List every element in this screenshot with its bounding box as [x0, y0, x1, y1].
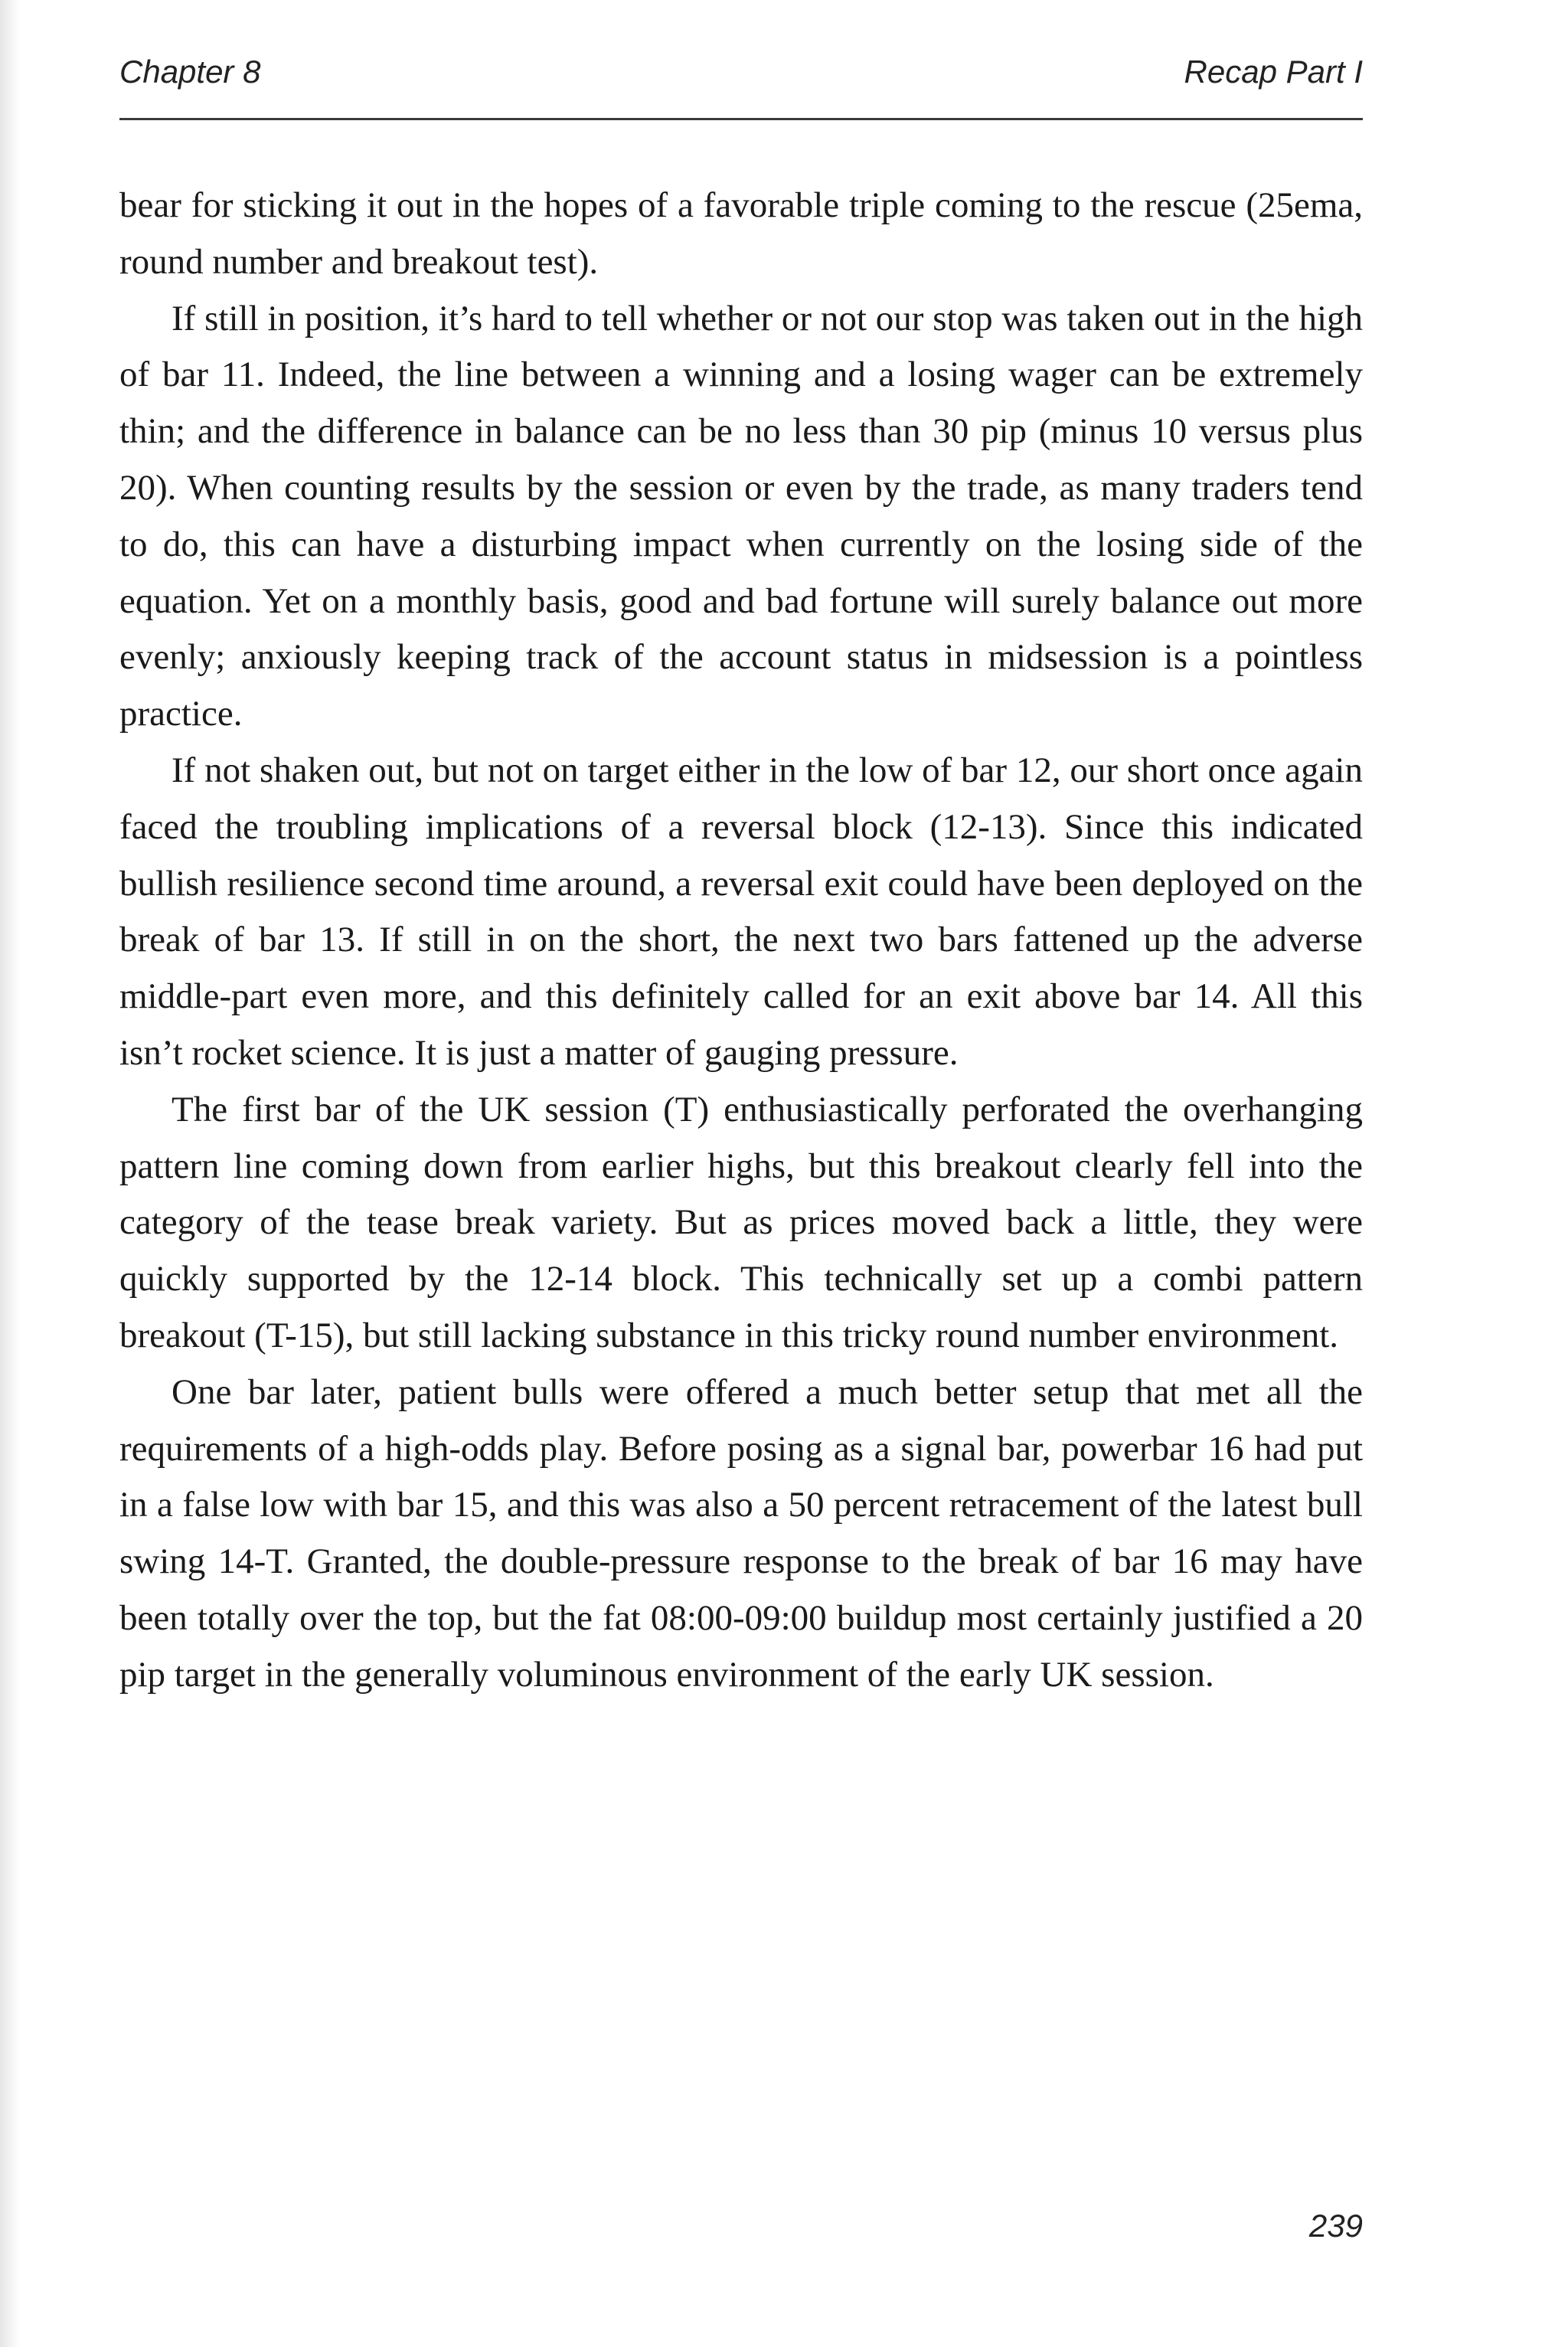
page-edge-shadow: [0, 0, 20, 2347]
paragraph: The first bar of the UK session (T) enthusiastically perforated the overhanging pattern line coming down from earlier highs, but this breakout clearly fell into the category of the tease break variety. But as prices moved back a little, they were quickly supported by the 12-14 block. This technically set up a combi pattern breakout (T-15), but still lacking substance in this tricky round number environment.: [119, 1089, 1363, 1355]
paragraph: If still in position, it’s hard to tell whether or not our stop was taken out in the high of bar 11. Indeed, the line between a winning and a losing wager can be extremely thin; and the difference in balance can be no less than 30 pip (minus 10 versus plus 20). When counting results by the session or even by the trade, as many traders tend to do, this can have a disturbing impact when currently on the losing side of the equation. Yet on a monthly basis, good and bad fortune will surely balance out more evenly; anxiously keeping track of the account status in midsession is a pointless practice.: [119, 298, 1363, 734]
paragraph: If not shaken out, but not on target either in the low of bar 12, our short once again faced the troubling implications of a reversal block (12-13). Since this indicated bullish resilience second time around, a reversal exit could have been deployed on the break of bar 13. If still in on the short, the next two bars fattened up the adverse middle-part even more, and this definitely called for an exit above bar 14. All this isn’t rocket science. It is just a matter of gauging pressure.: [119, 750, 1363, 1073]
body-text: [119, 178, 1363, 1704]
chapter-title: Chapter 8: [119, 54, 261, 90]
running-header: [119, 49, 1363, 120]
paragraph: One bar later, patient bulls were offered a much better setup that met all the requirements of a high-odds play. Before posing as a signal bar, powerbar 16 had put in a false low with bar 15, and this was also a 50 percent retracement of the latest bull swing 14-T. Granted, the double-pressure response to the break of bar 16 may have been totally over the top, but the fat 08:00-09:00 buildup most certainly justified a 20 pip target in the generally voluminous environment of the early UK session.: [119, 1371, 1363, 1695]
section-title: Recap Part I: [1184, 54, 1363, 90]
paragraph: bear for sticking it out in the hopes of a favorable triple coming to the rescue (25ema, round number and breakout test).: [119, 185, 1363, 282]
page-number: 239: [1308, 2208, 1363, 2244]
